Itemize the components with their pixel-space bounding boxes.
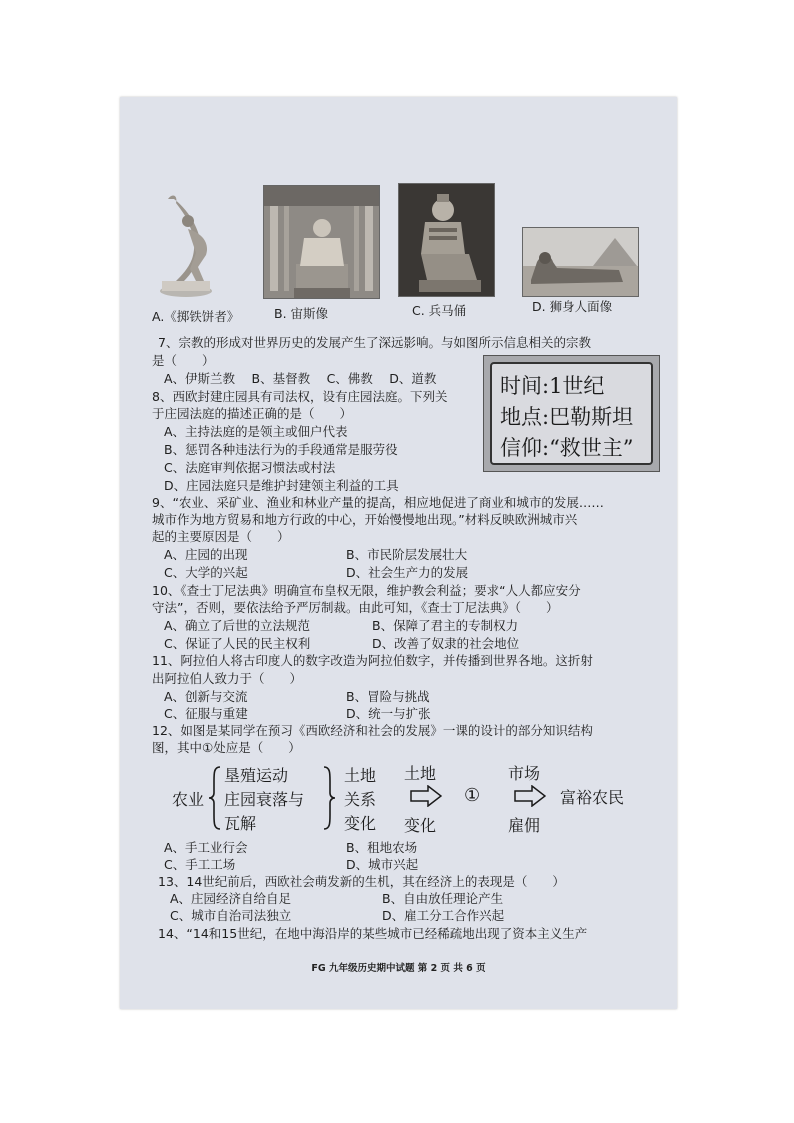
exam-page xyxy=(120,97,677,1009)
caption-c: C. 兵马俑 xyxy=(412,303,467,318)
q9-option-b: B、市民阶层发展壮大 xyxy=(346,547,468,562)
terracotta-warrior-image xyxy=(398,183,495,297)
q8-option-b: B、惩罚各种违法行为的手段通常是服劳役 xyxy=(164,442,398,457)
q13-option-d: D、雇工分工合作兴起 xyxy=(382,908,505,923)
q11-option-c: C、征服与重建 xyxy=(164,706,248,721)
q8-option-d: D、庄园法庭只是维护封建领主利益的工具 xyxy=(164,478,399,493)
page-footer: FG 九年级历史期中试题 第 2 页 共 6 页 xyxy=(311,963,486,974)
q12-option-b: B、租地农场 xyxy=(346,840,418,855)
info-card-belief: 信仰:“救世主” xyxy=(500,436,634,460)
q7-options: A、伊斯兰教 B、基督教 C、佛教 D、道教 xyxy=(164,371,437,386)
diagram-land-relation-2: 关系 xyxy=(344,790,377,809)
q8-option-c: C、法庭审判依据习惯法或村法 xyxy=(164,460,336,475)
q11-stem-2: 出阿拉伯人致力于（ ） xyxy=(152,671,303,686)
q11-option-d: D、统一与扩张 xyxy=(346,706,431,721)
q12-stem-1: 12、如图是某同学在预习《西欧经济和社会的发展》一课的设计的部分知识结构 xyxy=(152,723,593,738)
q8-option-a: A、主持法庭的是领主或佃户代表 xyxy=(164,424,348,439)
q13-option-a: A、庄园经济自给自足 xyxy=(170,891,292,906)
diagram-land-relation-1: 土地 xyxy=(344,766,377,785)
q7-stem-1: 7、宗教的形成对世界历史的发展产生了深远影响。与如图所示信息相关的宗教 xyxy=(158,335,591,350)
q11-option-a: A、创新与交流 xyxy=(164,689,248,704)
caption-b: B. 宙斯像 xyxy=(274,306,329,321)
diagram-blank-circle: ① xyxy=(464,785,481,806)
arrow-right-icon-2 xyxy=(514,785,546,807)
q10-option-c: C、保证了人民的民主权利 xyxy=(164,636,311,651)
q10-option-d: D、改善了奴隶的社会地位 xyxy=(372,636,520,651)
q7-stem-2: 是（ ） xyxy=(152,353,215,368)
q10-stem-2: 守法”，否则，要依法给予严厉制裁。由此可知，《查士丁尼法典》（ ） xyxy=(152,600,559,615)
q9-stem-2: 城市作为地方贸易和地方行政的中心，开始慢慢地出现。”材料反映欧洲城市兴 xyxy=(152,512,578,527)
knowledge-diagram xyxy=(160,759,650,837)
zeus-statue-image xyxy=(263,185,380,299)
q12-option-d: D、城市兴起 xyxy=(346,857,419,872)
q11-stem-1: 11、阿拉伯人将古印度人的数字改造为阿拉伯数字，并传播到世界各地。这折射 xyxy=(152,653,593,668)
q9-option-d: D、社会生产力的发展 xyxy=(346,565,469,580)
diagram-agriculture: 农业 xyxy=(172,790,205,809)
arrow-right-icon xyxy=(410,785,442,807)
left-brace xyxy=(208,765,222,831)
caption-a: A.《掷铁饼者》 xyxy=(152,309,240,324)
q8-stem-1: 8、西欧封建庄园具有司法权，设有庄园法庭。下列关 xyxy=(152,389,448,404)
diagram-item-manor-decline: 庄园衰落与 xyxy=(224,790,305,809)
info-card-time: 时间:1世纪 xyxy=(500,374,605,398)
info-card-image xyxy=(483,355,660,472)
q13-stem: 13、14世纪前后，西欧社会萌发新的生机，其在经济上的表现是（ ） xyxy=(158,874,565,889)
q9-stem-3: 起的主要原因是（ ） xyxy=(152,529,290,544)
right-brace xyxy=(322,765,336,831)
q10-stem-1: 10、《查士丁尼法典》明确宣布皇权无限，维护教会利益；要求“人人都应安分 xyxy=(152,583,581,598)
diagram-item-reclamation: 垦殖运动 xyxy=(224,766,289,785)
q9-option-c: C、大学的兴起 xyxy=(164,565,248,580)
diagram-land-top: 土地 xyxy=(404,764,437,783)
caption-d: D. 狮身人面像 xyxy=(532,299,613,314)
q8-stem-2: 于庄园法庭的描述正确的是（ ） xyxy=(152,406,353,421)
diagram-land-bottom: 变化 xyxy=(404,816,437,835)
q12-stem-2: 图，其中①处应是（ ） xyxy=(152,740,301,755)
q11-option-b: B、冒险与挑战 xyxy=(346,689,430,704)
diagram-item-collapse: 瓦解 xyxy=(224,814,257,833)
diagram-rich-farmers: 富裕农民 xyxy=(560,788,625,807)
sphinx-image xyxy=(522,227,639,297)
q9-stem-1: 9、“农业、采矿业、渔业和林业产量的提高，相应地促进了商业和城市的发展…… xyxy=(152,495,604,510)
diagram-hire: 雇佣 xyxy=(508,816,541,835)
q9-option-a: A、庄园的出现 xyxy=(164,547,248,562)
info-card-frame xyxy=(490,362,653,465)
diagram-market: 市场 xyxy=(508,764,541,783)
q10-option-a: A、确立了后世的立法规范 xyxy=(164,618,311,633)
q10-option-b: B、保障了君主的专制权力 xyxy=(372,618,519,633)
q12-option-c: C、手工工场 xyxy=(164,857,236,872)
diagram-land-relation-3: 变化 xyxy=(344,814,377,833)
info-card-place: 地点:巴勒斯坦 xyxy=(500,405,634,429)
q14-stem: 14、“14和15世纪，在地中海沿岸的某些城市已经稀疏地出现了资本主义生产 xyxy=(158,926,588,941)
q13-option-b: B、自由放任理论产生 xyxy=(382,891,504,906)
discobolus-image xyxy=(158,189,228,299)
q12-option-a: A、手工业行会 xyxy=(164,840,248,855)
q13-option-c: C、城市自治司法独立 xyxy=(170,908,292,923)
